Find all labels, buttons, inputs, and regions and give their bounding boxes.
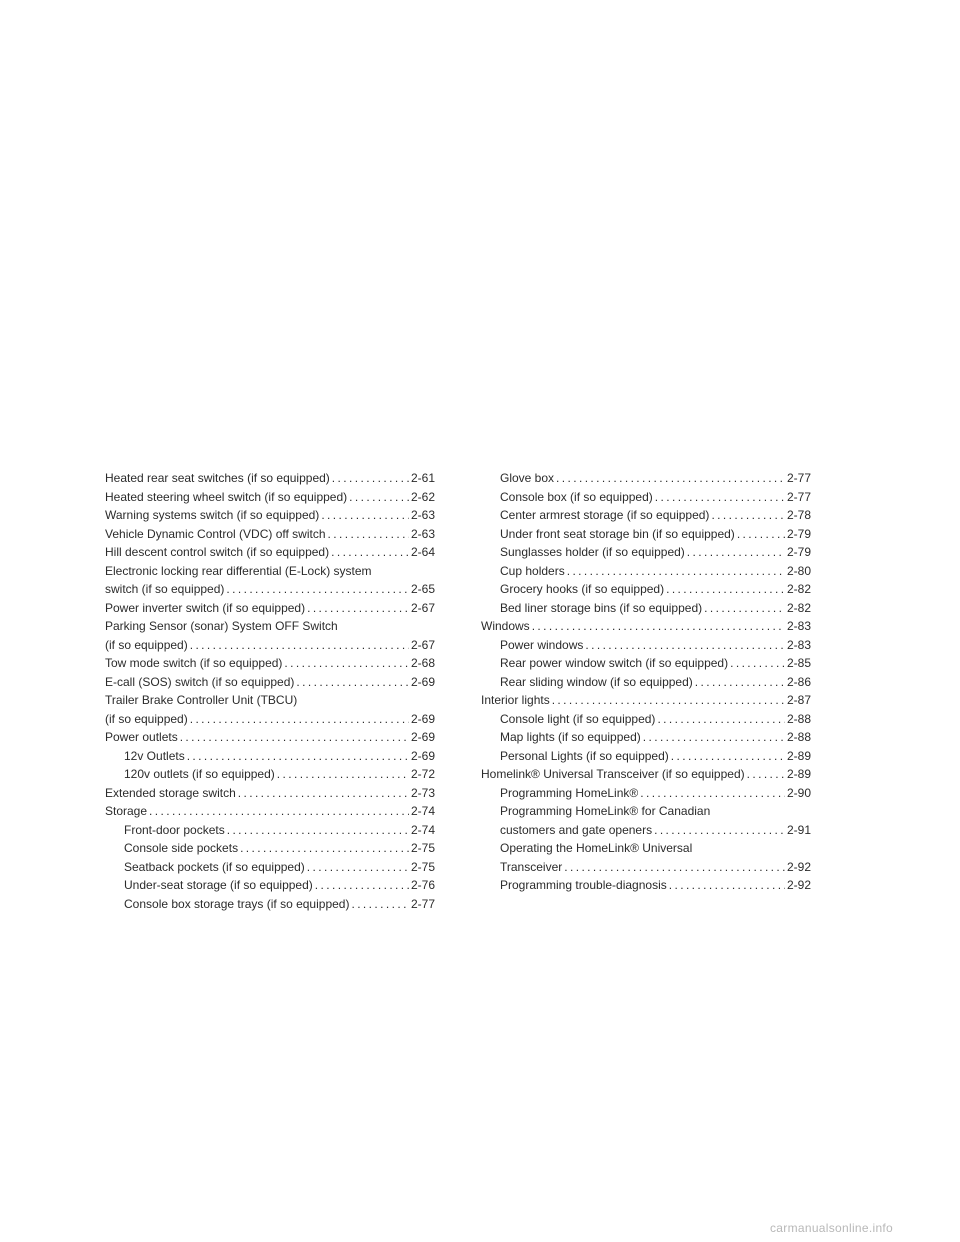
toc-entry-title: Rear power window switch (if so equipped) <box>500 656 729 670</box>
toc-entry-page: 2-74 <box>410 822 435 837</box>
toc-entry-title: Hill descent control switch (if so equipped) <box>105 545 330 559</box>
toc-entry[interactable] <box>105 543 435 562</box>
dot-leader <box>332 469 409 488</box>
toc-entry[interactable] <box>481 747 811 766</box>
toc-entry-title: Rear sliding window (if so equipped) <box>500 674 693 689</box>
toc-entry[interactable] <box>105 728 435 747</box>
toc-entry-title: (if so equipped) <box>105 711 188 726</box>
toc-entry-title: switch (if so equipped) <box>105 582 225 596</box>
dot-leader <box>532 617 785 636</box>
dot-leader <box>556 469 785 488</box>
dot-leader <box>227 821 409 840</box>
toc-entry-title: customers and gate openers <box>500 822 653 837</box>
toc-entry[interactable] <box>105 691 435 728</box>
toc-entry-page: 2-79 <box>786 526 811 541</box>
toc-entry-title: Power windows <box>500 637 584 652</box>
toc-entry-title: Front-door pockets <box>124 822 225 837</box>
dot-leader <box>669 876 785 895</box>
dot-leader <box>585 636 785 655</box>
toc-entry[interactable] <box>481 562 811 581</box>
toc-entry-title: Storage <box>105 804 148 818</box>
toc-entry-title: Console side pockets <box>124 841 239 855</box>
dot-leader <box>149 802 409 821</box>
toc-entry-page: 2-92 <box>786 859 811 874</box>
toc-entry[interactable] <box>105 784 435 803</box>
toc-entry-page: 2-90 <box>786 785 811 800</box>
toc-entry[interactable] <box>105 599 435 618</box>
toc-entry-page: 2-61 <box>410 471 435 485</box>
toc-entry[interactable] <box>105 654 435 673</box>
dot-leader <box>567 562 785 581</box>
toc-entry-title: Personal Lights (if so equipped) <box>500 748 669 763</box>
toc-entry-page: 2-82 <box>786 582 811 596</box>
toc-entry-title: E-call (SOS) switch (if so equipped) <box>105 674 295 689</box>
dot-leader <box>711 506 785 525</box>
toc-entry[interactable] <box>105 506 435 525</box>
toc-entry[interactable] <box>481 488 811 507</box>
toc-entry-page: 2-65 <box>410 582 435 596</box>
toc-entry-title: Extended storage switch <box>105 785 236 800</box>
dot-leader <box>654 821 785 840</box>
toc-entry-title: Tow mode switch (if so equipped) <box>105 656 283 670</box>
dot-leader <box>643 728 785 747</box>
toc-entry-page: 2-74 <box>410 804 435 818</box>
toc-entry-page: 2-86 <box>786 674 811 689</box>
toc-entry-title: Cup holders <box>500 563 565 578</box>
toc-entry-title: Console light (if so equipped) <box>500 711 656 726</box>
dot-leader <box>640 784 785 803</box>
toc-entry-page: 2-88 <box>786 711 811 726</box>
toc-entry[interactable] <box>105 673 435 692</box>
dot-leader <box>704 599 785 618</box>
toc-entry[interactable] <box>481 691 811 710</box>
dot-leader <box>331 543 409 562</box>
toc-entry-page: 2-77 <box>786 471 811 485</box>
toc-entry-page: 2-83 <box>786 637 811 652</box>
toc-entry[interactable] <box>105 765 435 784</box>
toc-entry-page: 2-75 <box>410 859 435 874</box>
dot-leader <box>671 747 785 766</box>
toc-entry-title: Operating the HomeLink® Universal <box>500 841 693 855</box>
dot-leader <box>180 728 409 747</box>
toc-entry[interactable] <box>481 469 811 488</box>
toc-entry[interactable] <box>481 839 811 876</box>
toc-entry-page: 2-80 <box>786 563 811 578</box>
toc-entry[interactable] <box>481 543 811 562</box>
dot-leader <box>315 876 409 895</box>
toc-entry[interactable] <box>481 580 811 599</box>
dot-leader <box>747 765 785 784</box>
toc-entry-title: Windows <box>481 619 530 633</box>
toc-entry-page: 2-69 <box>410 730 435 744</box>
toc-entry-page: 2-91 <box>786 822 811 837</box>
toc-entry-title: Interior lights <box>481 693 550 707</box>
toc-entry-page: 2-89 <box>786 748 811 763</box>
toc-entry-page: 2-83 <box>786 619 811 633</box>
toc-entry-title: Sunglasses holder (if so equipped) <box>500 545 685 559</box>
toc-entry[interactable] <box>481 636 811 655</box>
toc-entry-title: Center armrest storage (if so equipped) <box>500 508 710 522</box>
toc-entry-page: 2-69 <box>410 748 435 763</box>
toc-entry-title: Power inverter switch (if so equipped) <box>105 600 306 615</box>
toc-entry[interactable] <box>105 895 435 914</box>
dot-leader <box>321 506 409 525</box>
dot-leader <box>238 784 409 803</box>
toc-entry[interactable] <box>481 525 811 544</box>
dot-leader <box>226 580 409 599</box>
toc-entry[interactable] <box>105 562 435 599</box>
toc-entry-title: Seatback pockets (if so equipped) <box>124 859 305 874</box>
toc-entry[interactable] <box>105 821 435 840</box>
toc-entry[interactable] <box>481 617 811 636</box>
toc-entry-title: (if so equipped) <box>105 637 188 652</box>
toc-entry-title: Console box storage trays (if so equipped) <box>124 896 350 911</box>
toc-entry[interactable] <box>105 525 435 544</box>
toc-entry[interactable] <box>481 765 811 784</box>
toc-entry[interactable] <box>105 747 435 766</box>
dot-leader <box>666 580 785 599</box>
toc-entry-title: Homelink® Universal Transceiver (if so equipped) <box>481 767 745 781</box>
toc-entry-page: 2-79 <box>786 545 811 559</box>
dot-leader <box>351 895 409 914</box>
toc-entry[interactable] <box>481 710 811 729</box>
toc-entry-page: 2-85 <box>786 656 811 670</box>
toc-entry[interactable] <box>105 617 435 654</box>
toc-entry-page: 2-73 <box>410 785 435 800</box>
toc-entry-page: 2-75 <box>410 841 435 855</box>
dot-leader <box>552 691 785 710</box>
toc-entry-title: Transceiver <box>500 859 563 874</box>
toc-entry[interactable] <box>481 728 811 747</box>
toc-entry-title: Heated steering wheel switch (if so equipped) <box>105 489 348 504</box>
dot-leader <box>240 839 409 858</box>
dot-leader <box>296 673 409 692</box>
watermark: carmanualsonline.info <box>770 1221 894 1235</box>
dot-leader <box>687 543 785 562</box>
toc-entry[interactable] <box>105 839 435 858</box>
toc-entry-page: 2-69 <box>410 674 435 689</box>
toc-entry-page: 2-67 <box>410 637 435 652</box>
toc-entry-title: Grocery hooks (if so equipped) <box>500 582 665 596</box>
toc-entry-title: Power outlets <box>105 730 178 744</box>
toc-entry[interactable] <box>481 599 811 618</box>
dot-leader <box>655 488 785 507</box>
toc-entry-page: 2-92 <box>786 878 811 892</box>
toc-entry-page: 2-78 <box>786 508 811 522</box>
dot-leader <box>187 747 409 766</box>
dot-leader <box>307 599 409 618</box>
toc-entry[interactable] <box>105 858 435 877</box>
toc-entry[interactable] <box>481 506 811 525</box>
dot-leader <box>284 654 409 673</box>
toc-entry-title: Programming HomeLink® for Canadian <box>500 804 711 818</box>
toc-entry-title: 120v outlets (if so equipped) <box>124 767 275 781</box>
toc-entry-page: 2-77 <box>786 489 811 504</box>
toc-entry[interactable] <box>481 654 811 673</box>
dot-leader <box>307 858 409 877</box>
toc-entry-title: Bed liner storage bins (if so equipped) <box>500 600 703 615</box>
toc-entry[interactable] <box>481 802 811 839</box>
toc-entry-page: 2-64 <box>410 545 435 559</box>
dot-leader <box>737 525 785 544</box>
toc-entry-page: 2-77 <box>410 896 435 911</box>
toc-entry[interactable] <box>481 876 811 895</box>
toc-column-right <box>481 469 811 895</box>
dot-leader <box>657 710 785 729</box>
toc-entry-page: 2-69 <box>410 711 435 726</box>
toc-entry-title: Heated rear seat switches (if so equipped) <box>105 471 330 485</box>
toc-entry-title: 12v Outlets <box>124 748 185 763</box>
toc-entry-title: Programming HomeLink® <box>500 785 639 800</box>
dot-leader <box>695 673 785 692</box>
toc-entry-page: 2-62 <box>410 489 435 504</box>
toc-entry-page: 2-88 <box>786 730 811 744</box>
dot-leader <box>349 488 409 507</box>
dot-leader <box>190 710 409 729</box>
toc-entry-page: 2-89 <box>786 767 811 781</box>
toc-entry-title: Console box (if so equipped) <box>500 489 653 504</box>
toc-entry[interactable] <box>481 784 811 803</box>
toc-column-left <box>105 469 435 913</box>
toc-entry[interactable] <box>105 876 435 895</box>
toc-entry-page: 2-63 <box>410 508 435 522</box>
toc-entry-title: Electronic locking rear differential (E-Lock) system <box>105 563 372 578</box>
toc-entry[interactable] <box>105 469 435 488</box>
toc-entry-page: 2-72 <box>410 767 435 781</box>
dot-leader <box>190 636 409 655</box>
toc-entry-title: Vehicle Dynamic Control (VDC) off switch <box>105 526 326 541</box>
toc-entry[interactable] <box>105 802 435 821</box>
dot-leader <box>730 654 785 673</box>
toc-entry-title: Programming trouble-diagnosis <box>500 878 667 892</box>
toc-entry[interactable] <box>105 488 435 507</box>
toc-entry[interactable] <box>481 673 811 692</box>
dot-leader <box>277 765 409 784</box>
dot-leader <box>564 858 785 877</box>
toc-entry-page: 2-76 <box>410 878 435 892</box>
toc-entry-page: 2-82 <box>786 600 811 615</box>
toc-entry-title: Warning systems switch (if so equipped) <box>105 508 320 522</box>
toc-entry-title: Map lights (if so equipped) <box>500 730 641 744</box>
toc-entry-page: 2-67 <box>410 600 435 615</box>
toc-entry-title: Trailer Brake Controller Unit (TBCU) <box>105 693 298 707</box>
dot-leader <box>328 525 409 544</box>
toc-entry-title: Under front seat storage bin (if so equipped) <box>500 526 735 541</box>
toc-entry-page: 2-63 <box>410 526 435 541</box>
toc-entry-page: 2-68 <box>410 656 435 670</box>
toc-entry-title: Under-seat storage (if so equipped) <box>124 878 313 892</box>
toc-entry-title: Parking Sensor (sonar) System OFF Switch <box>105 619 338 633</box>
toc-entry-page: 2-87 <box>786 693 811 707</box>
toc-entry-title: Glove box <box>500 471 555 485</box>
